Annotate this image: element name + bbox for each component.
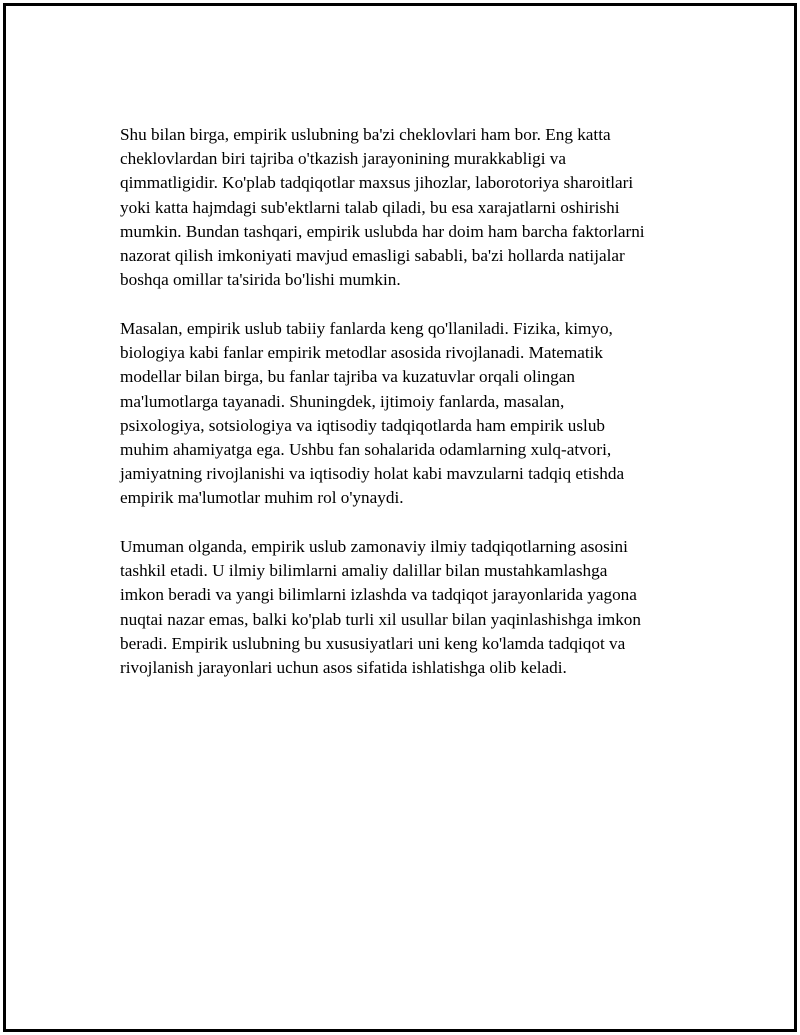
paragraph-line: cheklovlardan biri tajriba o'tkazish jarayonining murakkabligi va <box>120 149 567 169</box>
paragraph-line: empirik ma'lumotlar muhim rol o'ynaydi. <box>120 488 404 508</box>
paragraph-line: tashkil etadi. U ilmiy bilimlarni amaliy dalillar bilan mustahkamlashga <box>120 561 608 581</box>
paragraph-2 <box>120 317 696 511</box>
paragraph-line: rivojlanish jarayonlari uchun asos sifatida ishlatishga olib keladi. <box>120 658 567 678</box>
paragraph-3 <box>120 535 696 680</box>
paragraph-line: nuqtai nazar emas, balki ko'plab turli xil usullar bilan yaqinlashishga imkon <box>120 609 641 629</box>
paragraph-line: Umuman olganda, empirik uslub zamonaviy ilmiy tadqiqotlarning asosini <box>120 537 628 557</box>
paragraph-line: biologiya kabi fanlar empirik metodlar asosida rivojlanadi. Matematik <box>120 343 604 363</box>
paragraph-line: imkon beradi va yangi bilimlarni izlashda va tadqiqot jarayonlarida yagona <box>120 585 637 605</box>
paragraph-line: nazorat qilish imkoniyati mavjud emasligi sababli, ba'zi hollarda natijalar <box>120 246 625 266</box>
paragraph-line: Shu bilan birga, empirik uslubning ba'zi cheklovlari ham bor. Eng katta <box>120 125 611 144</box>
page-frame <box>3 3 797 1032</box>
paragraph-line: Masalan, empirik uslub tabiiy fanlarda keng qo'llaniladi. Fizika, kimyo, <box>120 318 613 338</box>
paragraph-line: muhim ahamiyatga ega. Ushbu fan sohalarida odamlarning xulq-atvori, <box>120 439 612 459</box>
paragraph-line: mumkin. Bundan tashqari, empirik uslubda har doim ham barcha faktorlarni <box>120 221 645 241</box>
paragraph-line: jamiyatning rivojlanishi va iqtisodiy holat kabi mavzularni tadqiq etishda <box>120 464 625 484</box>
paragraph-1 <box>120 123 696 292</box>
paragraph-line: qimmatligidir. Ko'plab tadqiqotlar maxsus jihozlar, laborotoriya sharoitlari <box>120 173 634 193</box>
paragraph-line: yoki katta hajmdagi sub'ektlarni talab qiladi, bu esa xarajatlarni oshirishi <box>120 197 620 217</box>
paragraph-line: modellar bilan birga, bu fanlar tajriba va kuzatuvlar orqali olingan <box>120 367 575 387</box>
paragraph-line: beradi. Empirik uslubning bu xususiyatlari uni keng ko'lamda tadqiqot va <box>120 633 626 653</box>
paragraph-line: psixologiya, sotsiologiya va iqtisodiy tadqiqotlarda ham empirik uslub <box>120 415 606 435</box>
paragraph-line: ma'lumotlarga tayanadi. Shuningdek, ijtimoiy fanlarda, masalan, <box>120 391 565 411</box>
document-body <box>120 123 696 705</box>
paragraph-line: boshqa omillar ta'sirida bo'lishi mumkin. <box>120 270 401 290</box>
